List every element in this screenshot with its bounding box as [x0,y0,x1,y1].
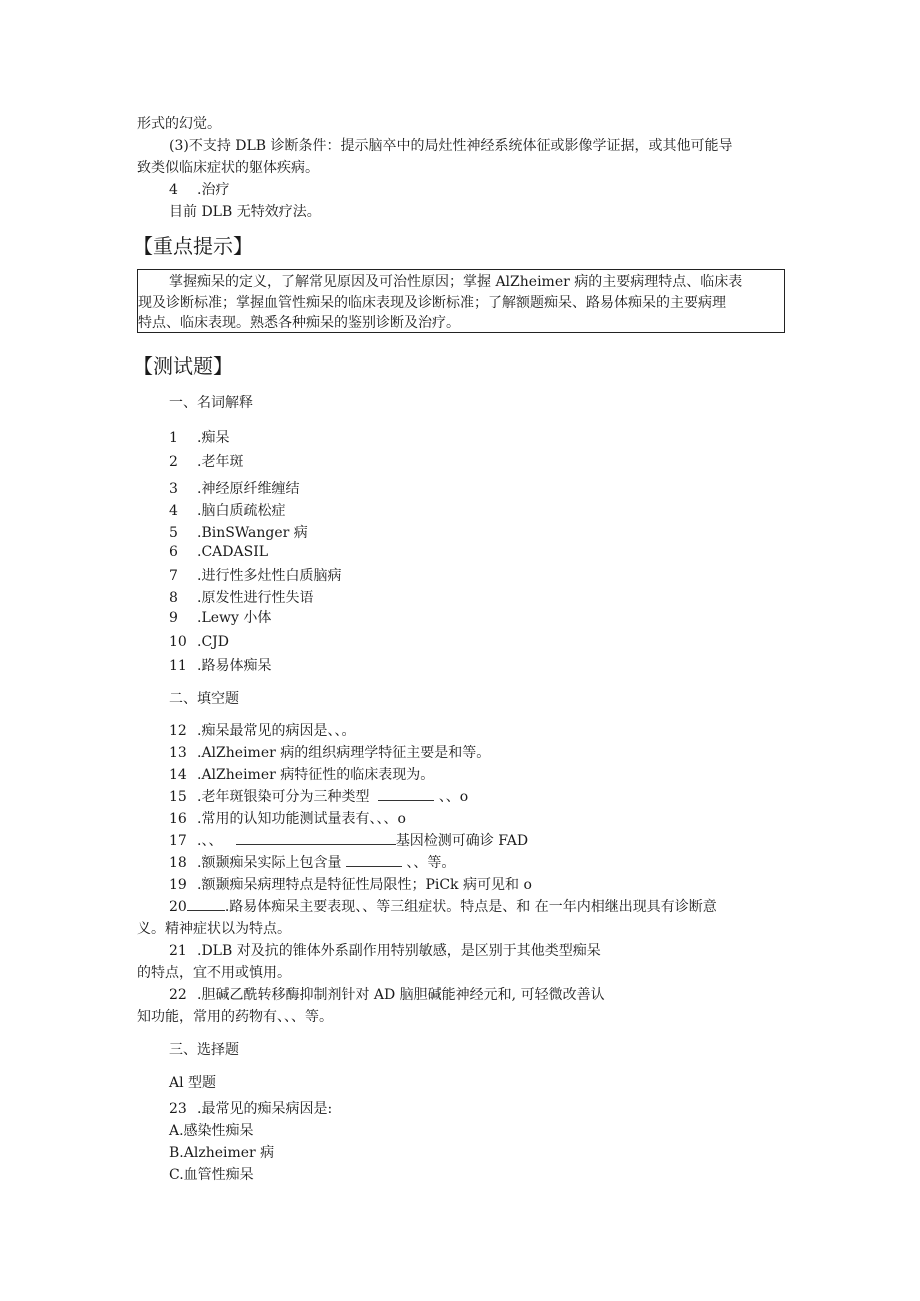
fill-question [169,809,406,829]
text-line: 目前 DLB 无特效疗法。 [169,204,321,220]
item-number: 13 [169,745,187,761]
item-number: 1 [169,430,178,446]
fill-question [169,853,455,873]
item-text: .痴呆最常见的病因是、、。 [197,723,356,739]
item-text: .BinSWanger 病 [197,525,308,541]
item-text: .额颞痴呆实际上包含量 [197,855,342,871]
answer-blank [346,853,402,867]
item-number: 14 [169,767,187,783]
term-item [169,632,229,652]
term-item [169,501,285,521]
fill-question [169,721,355,741]
key-points-heading: 【重点提示】 [133,234,253,258]
item-number: 8 [169,590,178,606]
item-text: .、、 [197,833,223,849]
item-text: .胆碱乙酰转移酶抑制剂针对 AD 脑胆碱能神经元和, 可轻微改善认 [197,987,605,1003]
text-line: 致类似临床症状的躯体疾病。 [137,160,319,176]
item-text: .原发性进行性失语 [197,590,314,606]
item-text: .痴呆 [197,430,230,446]
answer-blank [187,897,225,911]
item-text: .路易体痴呆主要表现、、等三组症状。特点是、和 在一年内相继出现具有诊断意 [224,899,717,915]
item-text: .治疗 [197,182,230,198]
fill-question [169,941,601,961]
fill-question [169,743,490,763]
key-points-box [137,269,785,333]
item-number: 15 [169,789,187,805]
section-title: 二、填空题 [169,691,239,707]
term-item [169,479,299,499]
key-points-line: 现及诊断标准；掌握血管性痴呆的临床表现及诊断标准；了解额题痴呆、路易体痴呆的主要病理 [138,295,726,311]
fill-question [169,875,532,895]
key-points-line: 掌握痴呆的定义，了解常见原因及可治性原因；掌握 AlZheimer 病的主要病理特点、临床表 [169,274,743,290]
fill-question [169,765,434,785]
text-line: (3)不支持 DLB 诊断条件：提示脑卒中的局灶性神经系统体征或影像学证据，或其他可能导 [169,138,733,154]
section-number-line [169,180,229,200]
item-text: 、、o [438,789,469,805]
item-text: .DLB 对及抗的锥体外系副作用特别敏感，是区别于其他类型痴呆 [197,943,601,959]
item-number: 21 [169,943,187,959]
item-text: .最常见的痴呆病因是: [197,1101,333,1117]
item-text: .AlZheimer 病的组织病理学特征主要是和等。 [197,745,491,761]
key-points-line: 特点、临床表现。熟悉各种痴呆的鉴别诊断及治疗。 [138,315,460,331]
term-item [169,588,313,608]
item-number: 17 [169,833,187,849]
term-item [169,542,268,562]
text-line: 形式的幻觉。 [137,116,221,132]
choice-question [169,1099,332,1119]
section-title: 三、选择题 [169,1042,239,1058]
choice-option: C.血管性痴呆 [169,1167,254,1183]
item-number: 10 [169,634,187,650]
question-type-label: Al 型题 [169,1075,217,1091]
item-number: 9 [169,610,178,626]
term-item [169,523,308,543]
item-number: 3 [169,481,178,497]
test-heading: 【测试题】 [133,354,233,378]
choice-option: B.Alzheimer 病 [169,1145,275,1161]
term-item [169,608,271,628]
item-text: .Lewy 小体 [197,610,272,626]
choice-option: A.感染性痴呆 [169,1123,254,1139]
item-text: 、、等。 [406,855,456,871]
item-number: 19 [169,877,187,893]
answer-blank [378,787,434,801]
item-number: 22 [169,987,187,1003]
item-number: 18 [169,855,187,871]
fill-question [169,787,468,807]
item-number: 11 [169,658,187,674]
item-number: 20 [169,899,187,915]
term-item [169,452,243,472]
item-number: 5 [169,525,178,541]
term-item [169,656,271,676]
answer-blank [236,831,396,845]
item-number: 23 [169,1101,187,1117]
term-item [169,428,229,448]
item-number: 7 [169,568,178,584]
text-line: 的特点，宜不用或慎用。 [137,965,291,981]
item-text: .AlZheimer 病特征性的临床表现为。 [197,767,435,783]
item-text: .脑白质疏松症 [197,503,286,519]
item-text: .进行性多灶性白质脑病 [197,568,342,584]
item-text: 基因检测可确诊 FAD [395,833,529,849]
item-number: 16 [169,811,187,827]
fill-question [169,831,528,851]
item-number: 4 [169,503,178,519]
item-text: .路易体痴呆 [197,658,272,674]
fill-question [169,985,605,1005]
item-number: 2 [169,454,178,470]
item-text: .老年斑银染可分为三种类型 [197,789,370,805]
item-text: .CJD [197,634,229,650]
item-number: 4 [169,182,178,198]
section-title: 一、名词解释 [169,395,253,411]
item-text: .神经原纤维缠结 [197,481,300,497]
term-item [169,566,341,586]
text-line: 知功能，常用的药物有、、、等。 [137,1009,333,1025]
text-line: 义。精神症状以为特点。 [137,921,291,937]
item-text: .CADASIL [197,544,269,560]
item-text: .常用的认知功能测试量表有、、、o [197,811,406,827]
item-number: 12 [169,723,187,739]
fill-question [169,897,717,917]
item-text: .额颞痴呆病理特点是特征性局限性；PiCk 病可见和 o [197,877,532,893]
item-text: .老年斑 [197,454,244,470]
item-number: 6 [169,544,178,560]
